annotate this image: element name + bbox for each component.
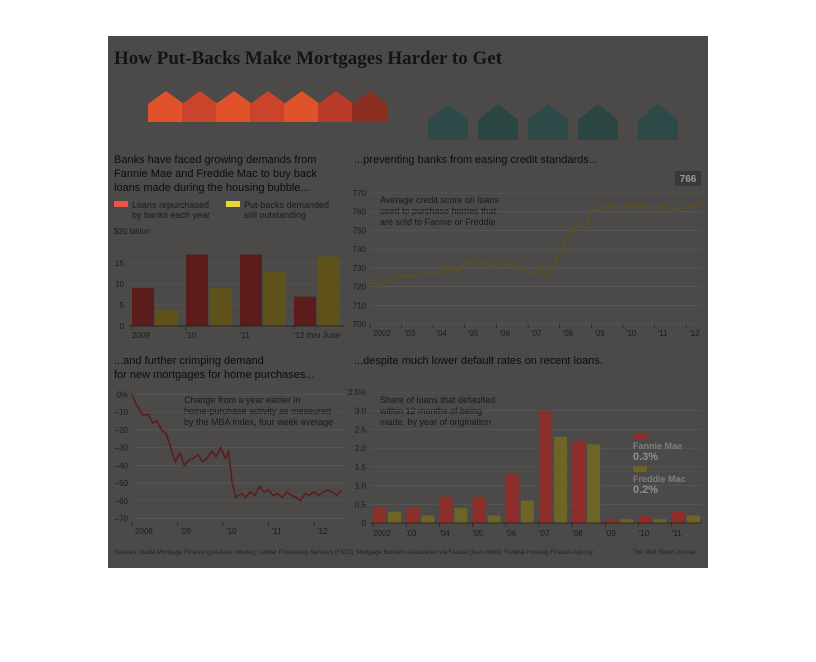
y-tick-label: 5 (119, 301, 124, 310)
y-tick-label: –30 (114, 443, 128, 453)
y-tick-label: 10 (115, 280, 124, 289)
x-tick-label: 2008 (135, 527, 153, 536)
panel-b-note-2: used to purchase homes that (380, 206, 497, 216)
bar-freddie (654, 519, 667, 523)
x-tick-label: '07 (531, 329, 542, 338)
y-tick-label: 710 (352, 301, 366, 311)
callout-value: 766 (679, 174, 697, 185)
bar-fannie (572, 441, 585, 523)
bar-fannie (473, 497, 486, 523)
bar-repurchased (240, 255, 262, 326)
bar-repurchased (294, 297, 316, 326)
panel-d-heading: ...despite much lower default rates on recent loans. (354, 355, 603, 367)
panel-a-unit-label: $20 billion (114, 227, 151, 236)
red-houses (148, 91, 388, 122)
x-tick-label: '06 (499, 329, 510, 338)
panel-a-heading-2: Fannie Mae and Freddie Mac to buy back (114, 168, 318, 180)
x-tick-label: 2002 (373, 329, 391, 338)
y-tick-label: 750 (352, 226, 366, 236)
y-tick-label: 2.0 (354, 444, 366, 454)
bar-freddie (454, 508, 467, 523)
bar-repurchased (186, 255, 208, 326)
chart-canvas (108, 36, 708, 568)
x-tick-label: '10 (638, 529, 650, 538)
x-tick-label: '08 (572, 529, 583, 538)
x-tick-label: '11 (657, 329, 668, 338)
x-tick-label: '05 (472, 529, 484, 538)
y-tick-label: –50 (114, 479, 128, 489)
x-tick-label: '08 (562, 329, 574, 338)
bar-fannie (373, 508, 386, 523)
bar-repurchased (132, 288, 154, 326)
y-tick-label: 720 (352, 282, 366, 292)
panel-c-note-1: Change from a year earlier in (184, 395, 301, 405)
y-tick-label: 0 (119, 322, 124, 331)
y-tick-label: 700 (352, 320, 366, 329)
bar-freddie (488, 516, 501, 523)
y-tick-label: 2.5 (354, 425, 366, 435)
y-tick-label: 0 (361, 519, 366, 528)
legend-freddie-value: 0.2% (633, 484, 659, 496)
bar-fannie (506, 474, 519, 523)
panel-d-note-2: within 12 months of being (380, 406, 483, 416)
bar-freddie (421, 516, 434, 523)
y-tick-label: 3.0 (354, 406, 366, 416)
credit-note: The Wall Street Journal (633, 550, 696, 556)
bar-outstanding (210, 288, 232, 326)
bar-freddie (587, 444, 600, 523)
panel-c-note-3: by the MBA index, four week average (184, 417, 334, 427)
x-tick-label: '12 (689, 329, 700, 338)
x-tick-label: '10 (226, 527, 237, 536)
y-tick-label: 1.0 (354, 481, 366, 491)
infographic-panel (108, 36, 708, 568)
x-tick-label: '11 (271, 527, 282, 536)
x-tick-label: '12 thru June (294, 331, 341, 340)
bar-fannie (672, 512, 685, 523)
legend-label-outstanding-2: still outstanding (244, 210, 307, 220)
x-tick-label: '04 (439, 529, 450, 538)
panel-c-note-2: home-purchase activity as measured (184, 406, 332, 416)
panel-b-note-3: are sold to Fannie or Freddie (380, 217, 496, 227)
panel-d-note-3: made, by year of origination (380, 417, 492, 427)
panel-d-note-1: Share of loans that defaulted (380, 395, 496, 405)
x-tick-label: 2009 (132, 331, 150, 340)
x-tick-label: '06 (505, 529, 517, 538)
bar-freddie (388, 512, 401, 523)
bar-freddie (687, 516, 700, 523)
x-tick-label: '11 (240, 331, 250, 340)
x-tick-label: '12 (317, 527, 328, 536)
chart-c (115, 391, 346, 536)
x-tick-label: '09 (180, 527, 191, 536)
x-tick-label: '03 (404, 329, 416, 338)
bar-fannie (439, 497, 452, 523)
page-title: How Put-Backs Make Mortgages Harder to Get (114, 48, 503, 69)
y-tick-label: 1.5 (354, 462, 366, 472)
legend-swatch-outstanding (226, 201, 240, 207)
bar-outstanding (264, 271, 286, 326)
y-tick-label: –10 (114, 408, 128, 418)
panel-a-heading-1: Banks have faced growing demands from (114, 154, 317, 166)
bar-freddie (521, 501, 534, 523)
legend-freddie-name: Freddie Mac (633, 474, 686, 484)
x-tick-label: '10 (186, 331, 197, 340)
y-tick-label: 15 (115, 259, 124, 268)
bar-fannie (539, 411, 552, 523)
bar-freddie (554, 437, 567, 523)
x-tick-label: 2002 (373, 529, 391, 538)
y-tick-label: 760 (352, 207, 366, 217)
bar-fannie (605, 519, 618, 523)
y-tick-label: 770 (352, 189, 366, 198)
x-tick-label: '09 (605, 529, 616, 538)
y-tick-label: 0.5 (354, 500, 366, 510)
chart-d (348, 388, 702, 538)
bar-outstanding (318, 257, 340, 326)
panel-c-heading-1: ...and further crimping demand (114, 355, 264, 367)
legend-label-repurchased-1: Loans repurchased (132, 200, 210, 210)
y-tick-label: 740 (352, 245, 366, 255)
y-tick-label: 3.5% (347, 388, 366, 397)
legend-label-repurchased-2: by banks each year (132, 210, 211, 220)
y-tick-label: –70 (114, 514, 128, 524)
y-tick-label: –40 (114, 461, 128, 471)
y-tick-label: 730 (352, 263, 366, 273)
teal-houses (428, 104, 678, 140)
legend-swatch-fannie (633, 433, 647, 439)
legend-swatch-repurchased (114, 201, 128, 207)
houses-illustration (148, 91, 678, 140)
legend-swatch-freddie (633, 466, 647, 472)
panel-d-legend (633, 433, 686, 496)
y-tick-label: –60 (114, 496, 128, 506)
y-tick-label: –20 (114, 425, 128, 435)
panel-b-heading: ...preventing banks from easing credit standards... (354, 154, 598, 166)
bar-outstanding (156, 309, 178, 326)
legend-fannie-value: 0.3% (633, 451, 659, 463)
x-tick-label: '03 (406, 529, 417, 538)
source-note: Sources: Inside Mortgage Finance (put-back volume); Lender Processing Services (FICO); Mortgage Bankers Association via Factset (loan index); Federal Housing Finance Agency (114, 550, 593, 556)
x-tick-label: '10 (625, 329, 637, 338)
x-tick-label: '04 (436, 329, 447, 338)
bar-fannie (406, 508, 419, 523)
x-tick-label: '09 (594, 329, 605, 338)
y-tick-label: 0% (116, 390, 128, 400)
legend-label-outstanding-1: Put-backs demanded (244, 200, 330, 210)
x-tick-label: '11 (671, 529, 682, 538)
chart-a (115, 255, 344, 340)
legend-fannie-name: Fannie Mae (633, 441, 683, 451)
panel-b-note-1: Average credit score on loans (380, 195, 499, 205)
bar-fannie (639, 516, 652, 523)
bar-freddie (620, 519, 633, 523)
x-tick-label: '07 (539, 529, 550, 538)
panel-c-heading-2: for new mortgages for home purchases... (114, 369, 315, 381)
x-tick-label: '05 (467, 329, 479, 338)
panel-a-heading-3: loans made during the housing bubble... (114, 182, 310, 194)
